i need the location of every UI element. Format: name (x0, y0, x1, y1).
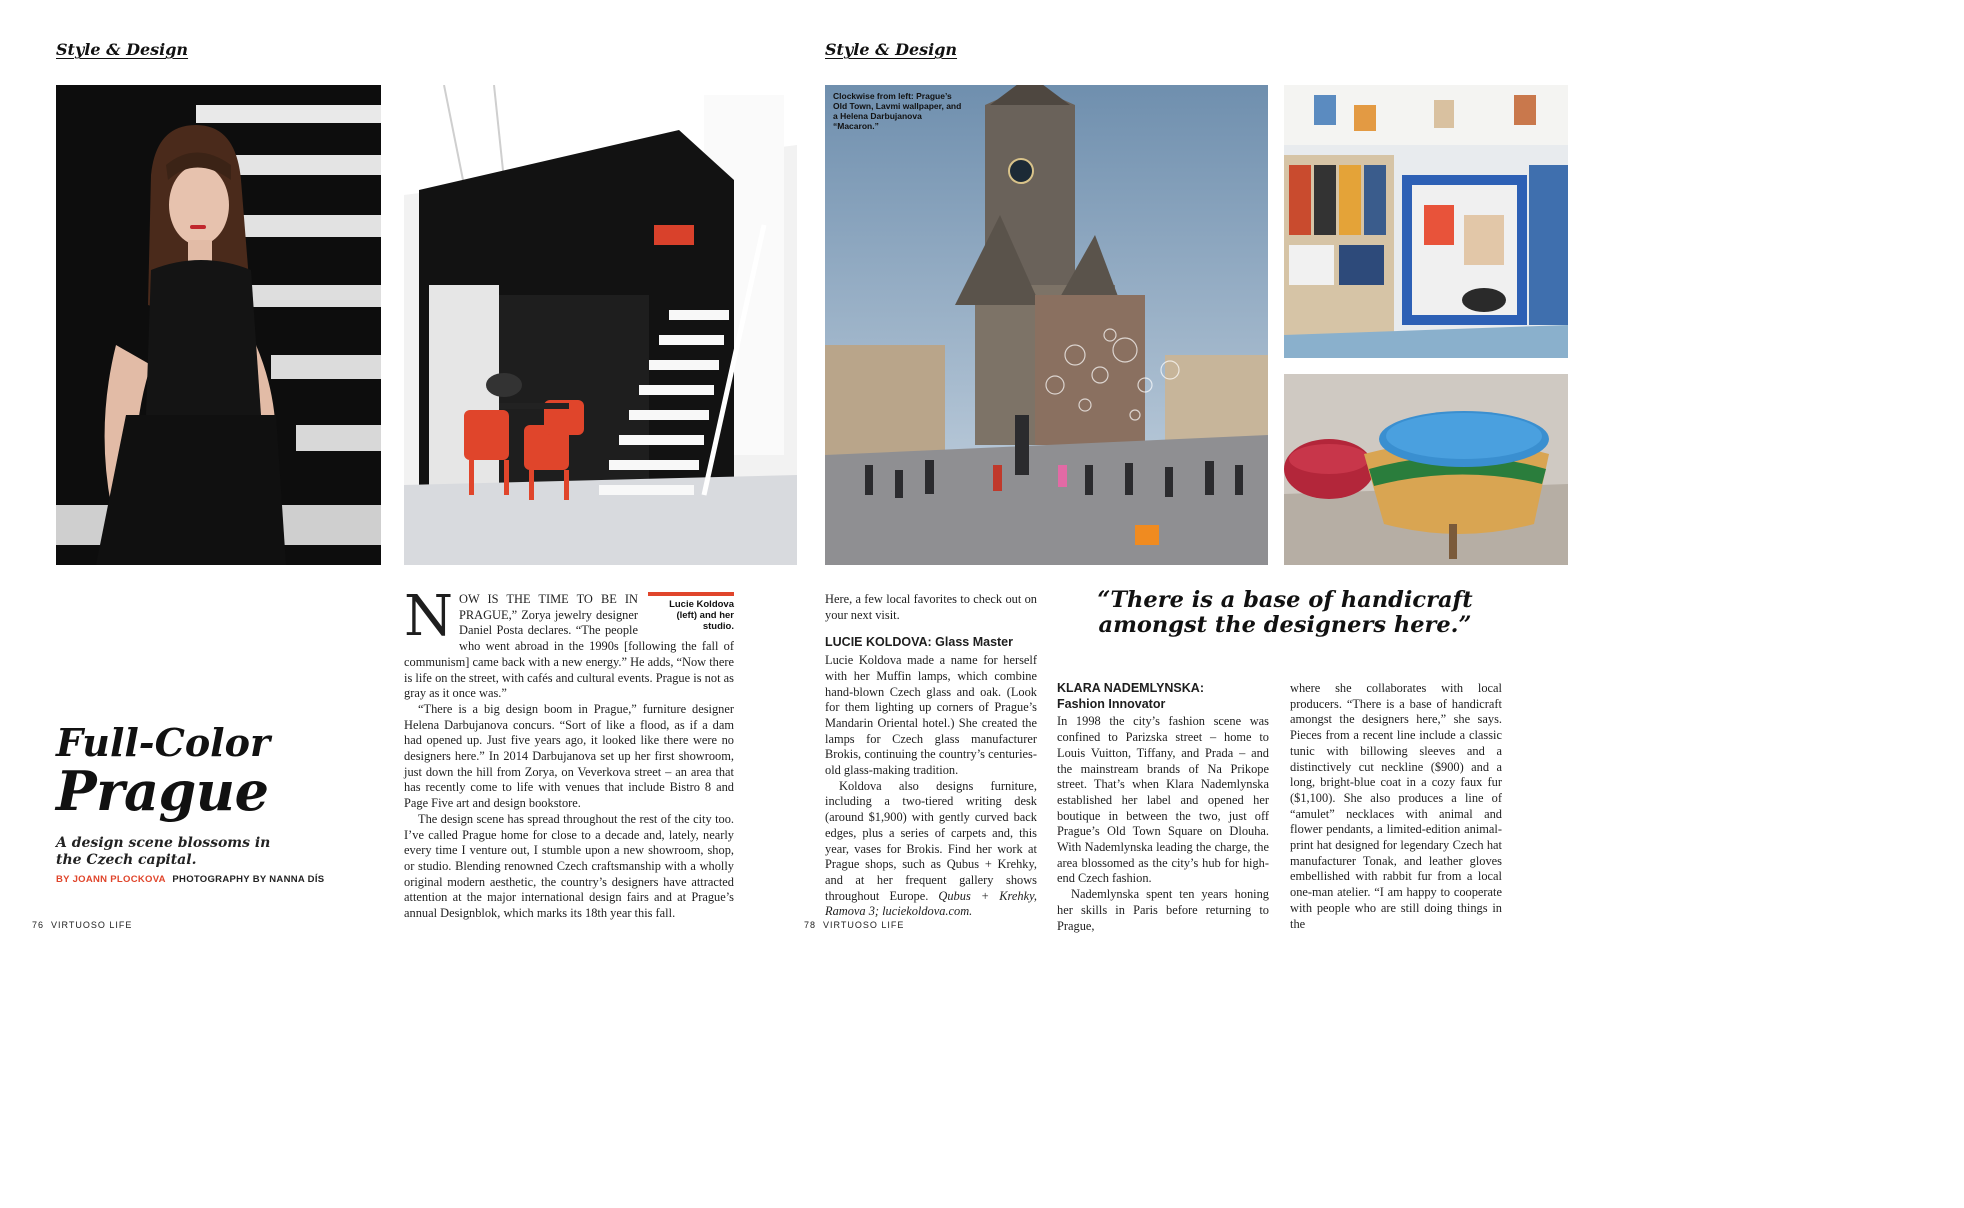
koldova-shops: Qubus + Krehky, Ramova 3; luciekoldova.com. (825, 888, 1037, 919)
subtitle: A design scene blossoms in the Czech capital. (56, 835, 271, 868)
byline: BY JOANN PLOCKOVA (56, 874, 166, 885)
body-paragraph-1: NOW IS THE TIME TO BE IN PRAGUE,” Zorya jewelry designer Daniel Posta declares. “The people who went abroad in the 1990s [following the fall of communism] came back with a new energy.” He adds, “Now there is life on the street, with cafés and cultural events. Prague is not as gray as it once was.” (404, 584, 734, 701)
headline-line1: Full-Color (56, 720, 270, 765)
nademlynska-paragraph-2: Nademlynska spent ten years honing her skills in Paris before returning to Prague, (1057, 887, 1269, 933)
left-body-column (404, 584, 734, 922)
body-paragraph-2: “There is a big design boom in Prague,” furniture designer Helena Darbujanova concurs. “Sort of like a flood, as if a dam had opened up. Just five years ago, it looked like there were no designers here.” In 2014 Darbujanova set up her first showroom, just down the hill from Zorya, on Veverkova street – an area that has recently come to life with venues that include Bistro 8 and Page Five art and design bookstore. (404, 701, 734, 811)
byline-row (56, 874, 324, 885)
studio-photo (404, 85, 797, 565)
pull-quote: “There is a base of handicraft amongst the designers here.” (1097, 587, 1473, 638)
old-town-photo (825, 85, 1268, 565)
wallpaper-shop-photo (1284, 85, 1568, 358)
studio-caption-box (648, 592, 734, 632)
right-column-1 (825, 592, 1037, 920)
section-label-left: Style & Design (56, 40, 189, 59)
koldova-paragraph-1: Lucie Koldova made a name for herself with her Muffin lamps, which combine hand-blown Czech glass and oak. (Look for them lighting up corners of Prague’s Mandarin Oriental hotel.) She created the lamps for Czech glass manufacturer Brokis, continuing the country’s centuries-old glass-making tradition. (825, 653, 1037, 778)
section-label-right: Style & Design (825, 40, 958, 59)
studio-caption: Lucie Koldova (left) and her studio. (669, 599, 734, 632)
right-column-2 (1057, 681, 1269, 934)
headline-line2: Prague (56, 759, 269, 823)
photo-credit: PHOTOGRAPHY BY NANNA DÍS (172, 874, 325, 885)
drop-cap: N (404, 584, 453, 649)
koldova-paragraph-2: Koldova also designs furniture, including a two-tiered writing desk (around $1,900) with gently curved back edges, plus a series of carpets and, this year, vases for Brokis. Find her work at Prague shops, such as Qubus + Krehky, and at her frequent gallery shows throughout Europe. Qubus + Krehky, Ramova 3; luciekoldova.com. (825, 778, 1037, 919)
nademlynska-heading: KLARA NADEMLYNSKA: (1057, 681, 1204, 695)
right-column-3 (1290, 681, 1502, 932)
photo-caption-right: Clockwise from left: Prague’s Old Town, Lavmi wallpaper, and a Helena Darbujanova “Macaron.” (833, 91, 962, 131)
macaron-photo (1284, 374, 1568, 565)
body-paragraph-3: The design scene has spread throughout the rest of the city too. I’ve called Prague home for close to a decade and, lately, nearly every time I venture out, I stumble upon a new showroom, shop, or studio. Blending renowned Czech craftsmanship with a wholly original modern aesthetic, the country’s designers have attracted attention at the major international design fairs and at Prague’s annual Designblok, which marks its 18th year this fall. (404, 811, 734, 921)
folio-left: 76 VIRTUOSO LIFE (32, 920, 133, 930)
portrait-photo (56, 85, 381, 565)
nademlynska-subheading: Fashion Innovator (1057, 696, 1166, 711)
last-column-text: where she collaborates with local producers. “There is a base of handicraft amongst the designers here,” she says. Pieces from a recent line include a classic tunic with billowing sleeves and a distinctively cut neckline ($900) and a long, bright-blue coat in a cozy faux fur ($1,100). She also produces a line of “amulet” necklaces with animal and flower pendants, a limited-edition animal-print hat designed for legendary Czech hat manufacturer Tonak, and leather gloves embellished with rabbit fur from a local one-man atelier. “I am happy to cooperate with people who are still doing things in the (1290, 681, 1502, 931)
intro-text: Here, a few local favorites to check out on your next visit. (825, 592, 1037, 622)
nademlynska-paragraph-1: In 1998 the city’s fashion scene was confined to Parizska street – home to Louis Vuitton, Tiffany, and Prada – and the mainstream brands of Na Prikope street. That’s when Klara Nademlynska established her label and opened her boutique in between the two, just off Prague’s Old Town Square on Dlouha. With Nademlynska leading the charge, the area blossomed as the city’s hub for high-end Czech fashion. (1057, 714, 1269, 886)
folio-right: 78 VIRTUOSO LIFE (804, 920, 905, 930)
koldova-heading: LUCIE KOLDOVA: Glass Master (825, 635, 1014, 650)
